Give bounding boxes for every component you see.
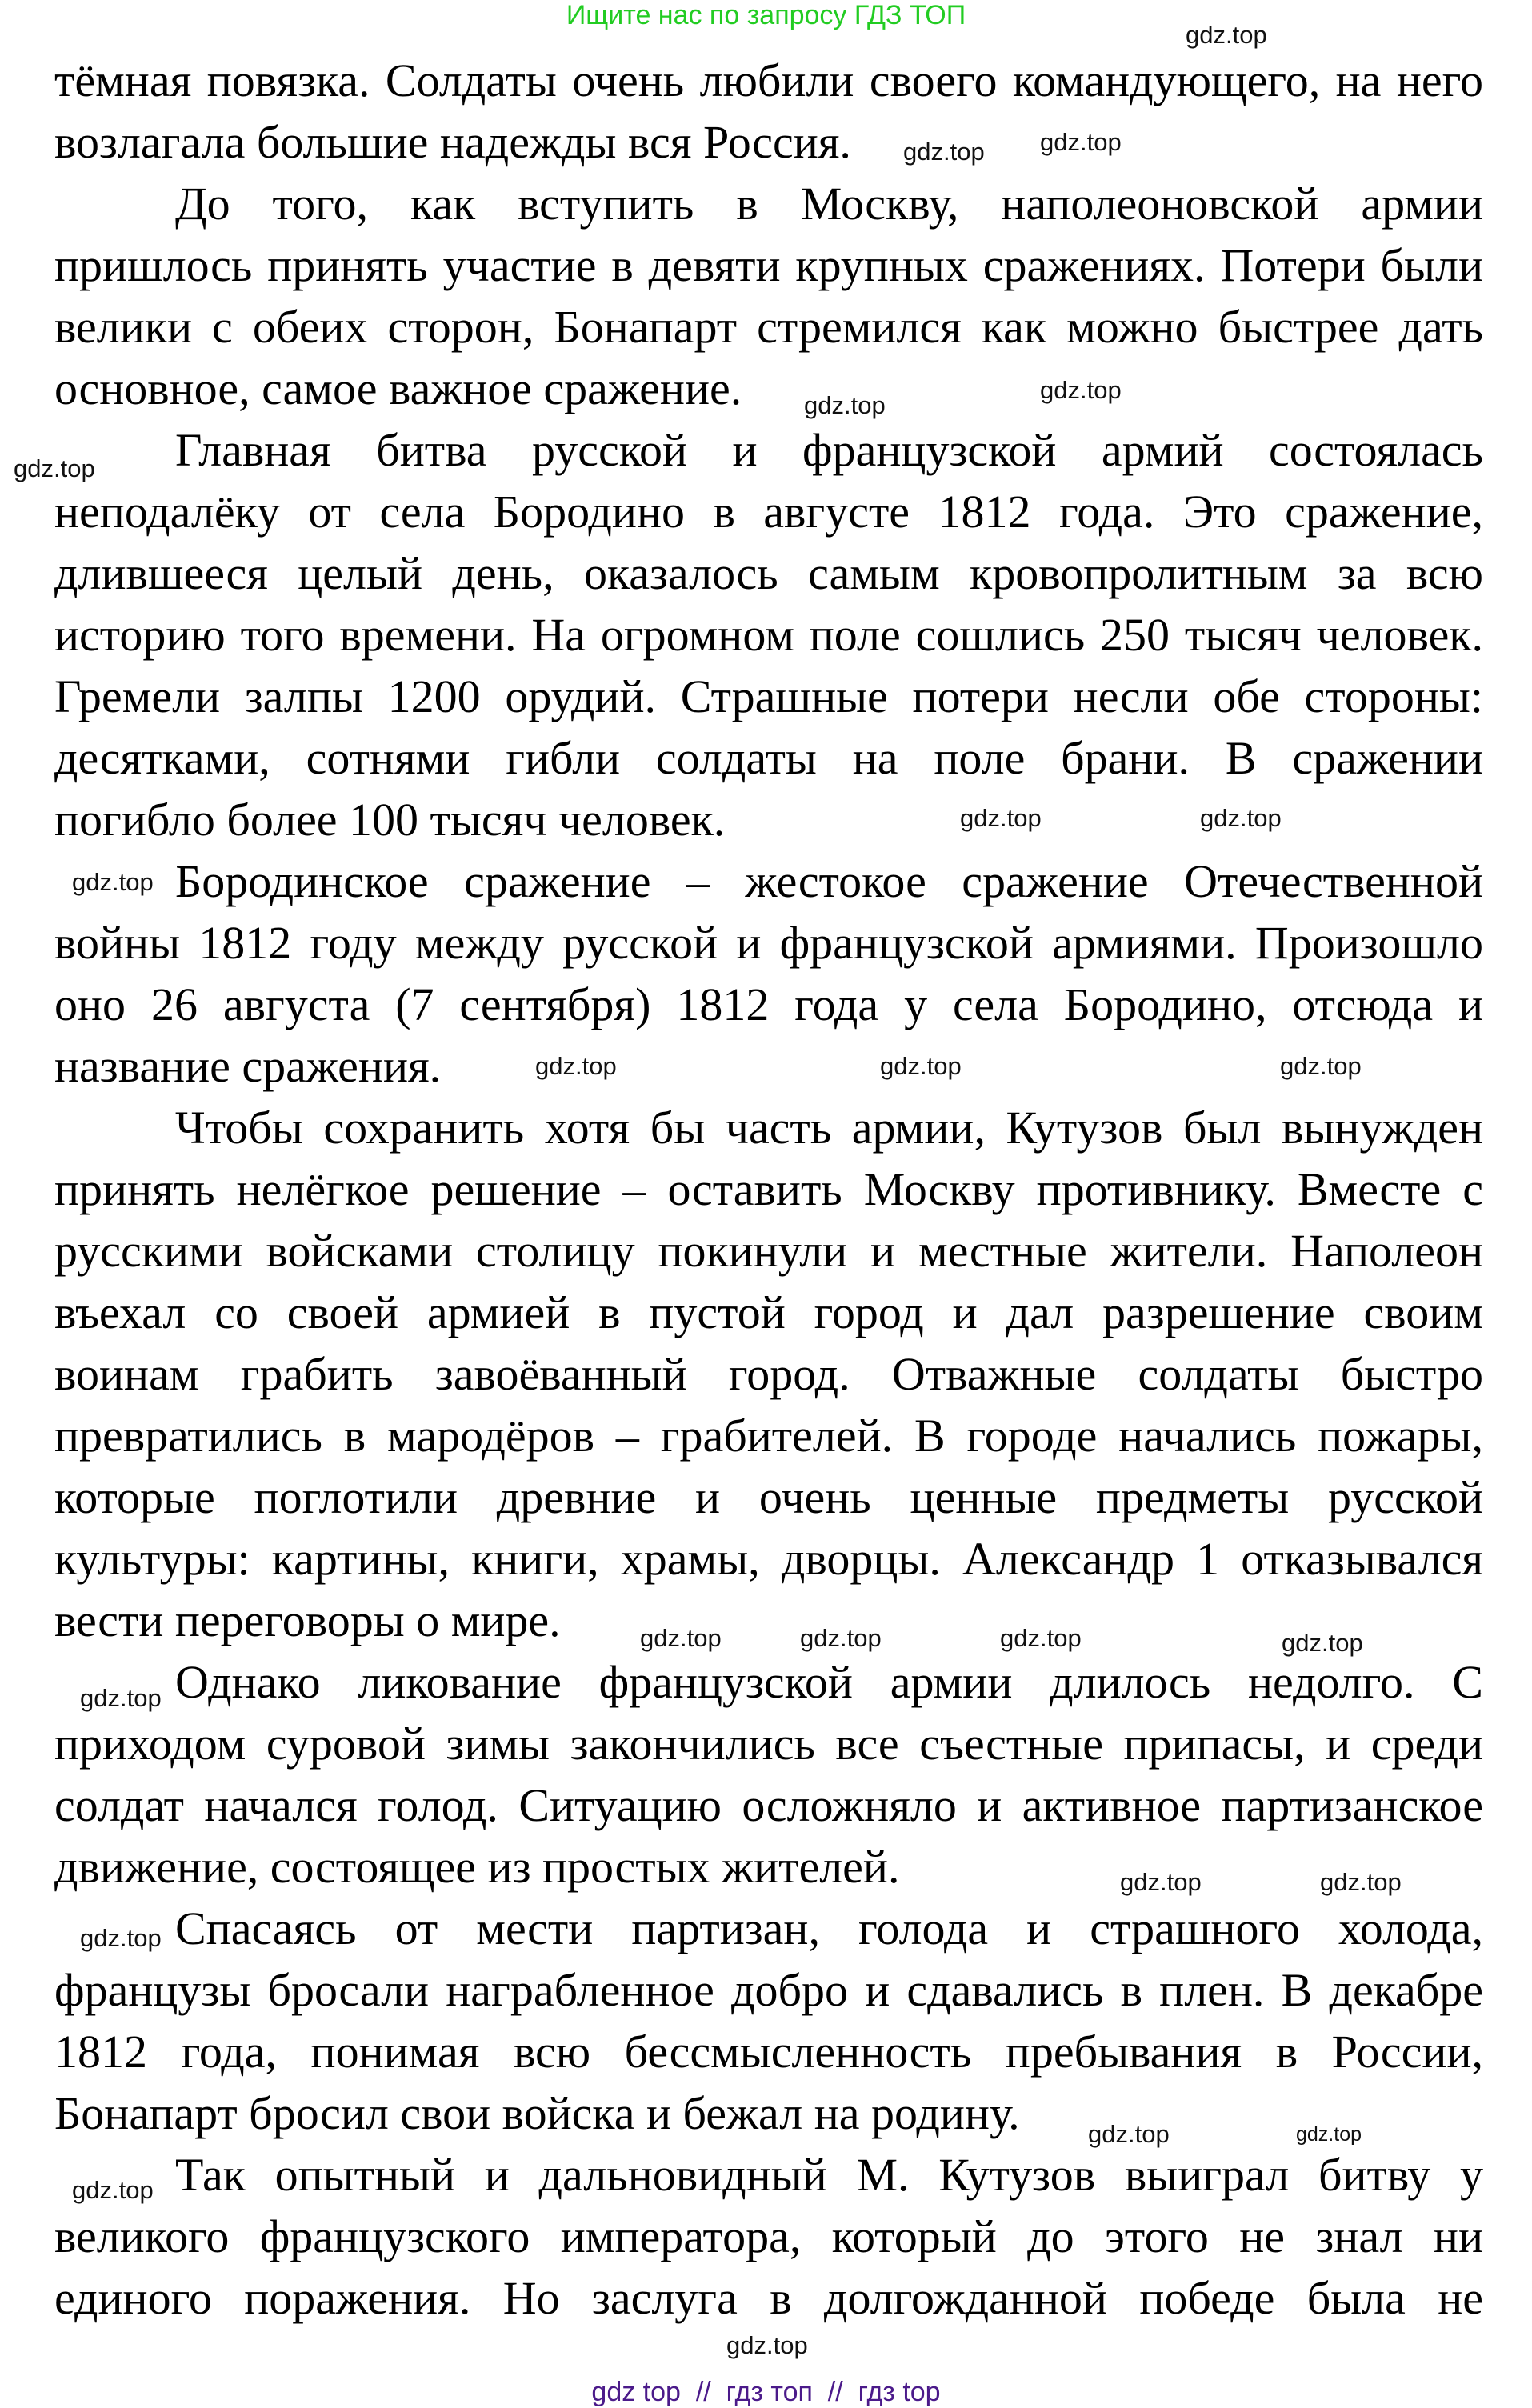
watermark: gdz.top	[1040, 376, 1122, 404]
watermark: gdz.top	[1296, 2123, 1362, 2146]
text-line: историю того времени. На огромном поле сошлись 250 тысяч человек.	[54, 609, 1483, 661]
text-line: въехал со своей армией в пустой город и дал разрешение своим	[54, 1286, 1483, 1338]
watermark: gdz.top	[1200, 804, 1282, 832]
text-line: длившееся целый день, оказалось самым кровопролитным за всю	[54, 547, 1483, 599]
text-line: солдат начался голод. Ситуацию осложняло и активное партизанское	[54, 1779, 1483, 1831]
watermark: gdz.top	[1088, 2120, 1170, 2148]
watermark: gdz.top	[880, 1052, 962, 1080]
watermark: gdz.top	[1280, 1052, 1362, 1080]
text-line: тёмная повязка. Солдаты очень любили своего командующего, на него	[54, 54, 1483, 106]
text-line: французы бросали награбленное добро и сдавались в плен. В декабре	[54, 1964, 1483, 2016]
text-line: возлагала большие надежды вся Россия.	[54, 116, 851, 168]
watermark: gdz.top	[72, 2176, 154, 2204]
watermark: gdz.top	[72, 868, 154, 896]
text-line: приходом суровой зимы закончились все съестные припасы, и среди	[54, 1718, 1483, 1770]
text-line: которые поглотили древние и очень ценные предметы русской	[54, 1471, 1483, 1523]
text-line: велики с обеих сторон, Бонапарт стремился как можно быстрее дать	[54, 301, 1483, 353]
text-line: неподалёку от села Бородино в августе 1812 года. Это сражение,	[54, 486, 1483, 538]
watermark: gdz.top	[960, 804, 1042, 832]
paragraph-start: Спасаясь от мести партизан, голода и страшного холода,	[175, 1902, 1483, 1954]
text-line: культуры: картины, книги, храмы, дворцы. Александр 1 отказывался	[54, 1533, 1483, 1585]
watermark: gdz.top	[903, 138, 985, 166]
watermark: gdz.top	[14, 454, 95, 482]
text-line: пришлось принять участие в девяти крупных сражениях. Потери были	[54, 239, 1483, 291]
watermark: gdz.top	[726, 2331, 808, 2359]
text-line: принять нелёгкое решение – оставить Москву противнику. Вместе с	[54, 1163, 1483, 1215]
paragraph-start: Однако ликование французской армии длилось недолго. С	[175, 1656, 1483, 1708]
text-line: вести переговоры о мире.	[54, 1594, 561, 1646]
text-line: название сражения.	[54, 1040, 442, 1092]
footer-links: gdz top // гдз топ // гдз top	[591, 2377, 941, 2407]
watermark: gdz.top	[1040, 128, 1122, 156]
paragraph-start: Чтобы сохранить хотя бы часть армии, Кутузов был вынужден	[175, 1102, 1483, 1154]
text-line: 1812 года, понимая всю бессмысленность пребывания в России,	[54, 2026, 1483, 2078]
watermark: gdz.top	[1120, 1868, 1202, 1896]
watermark: gdz.top	[1320, 1868, 1402, 1896]
watermark: gdz.top	[800, 1624, 882, 1652]
watermark: gdz.top	[80, 1684, 162, 1712]
watermark: gdz.top	[80, 1924, 162, 1952]
text-line: Гремели залпы 1200 орудий. Страшные потери несли обе стороны:	[54, 670, 1483, 722]
watermark: gdz.top	[804, 391, 886, 419]
paragraph-start: Бородинское сражение – жестокое сражение Отечественной	[175, 855, 1483, 907]
text-line: основное, самое важное сражение.	[54, 362, 742, 414]
text-line: войны 1812 году между русской и французской армиями. Произошло	[54, 917, 1483, 969]
document-body	[54, 50, 1483, 2329]
text-line: десятками, сотнями гибли солдаты на поле брани. В сражении	[54, 732, 1483, 784]
watermark: gdz.top	[1000, 1624, 1082, 1652]
text-line: оно 26 августа (7 сентября) 1812 года у села Бородино, отсюда и	[54, 978, 1483, 1030]
paragraph-start: До того, как вступить в Москву, наполеоновской армии	[175, 178, 1483, 230]
text-line: погибло более 100 тысяч человек.	[54, 794, 726, 846]
text-line: Бонапарт бросил свои войска и бежал на родину.	[54, 2087, 1020, 2139]
watermark: gdz.top	[535, 1052, 617, 1080]
paragraph-start: Главная битва русской и французской армий состоялась	[175, 424, 1483, 476]
watermark: gdz.top	[1282, 1629, 1363, 1657]
watermark: gdz.top	[1186, 21, 1267, 49]
text-line: русскими войсками столицу покинули и местные жители. Наполеон	[54, 1225, 1483, 1277]
text-line: превратились в мародёров – грабителей. В городе начались пожары,	[54, 1410, 1483, 1462]
text-line: движение, состоящее из простых жителей.	[54, 1841, 900, 1893]
text-line: единого поражения. Но заслуга в долгожданной победе была не	[54, 2272, 1483, 2324]
text-line: воинам грабить завоёванный город. Отважные солдаты быстро	[54, 1348, 1483, 1400]
search-hint-banner: Ищите нас по запросу ГДЗ ТОП	[566, 0, 966, 30]
paragraph-start: Так опытный и дальновидный М. Кутузов выиграл битву у	[175, 2149, 1483, 2201]
watermark: gdz.top	[640, 1624, 722, 1652]
text-line: великого французского императора, который до этого не знал ни	[54, 2210, 1483, 2262]
